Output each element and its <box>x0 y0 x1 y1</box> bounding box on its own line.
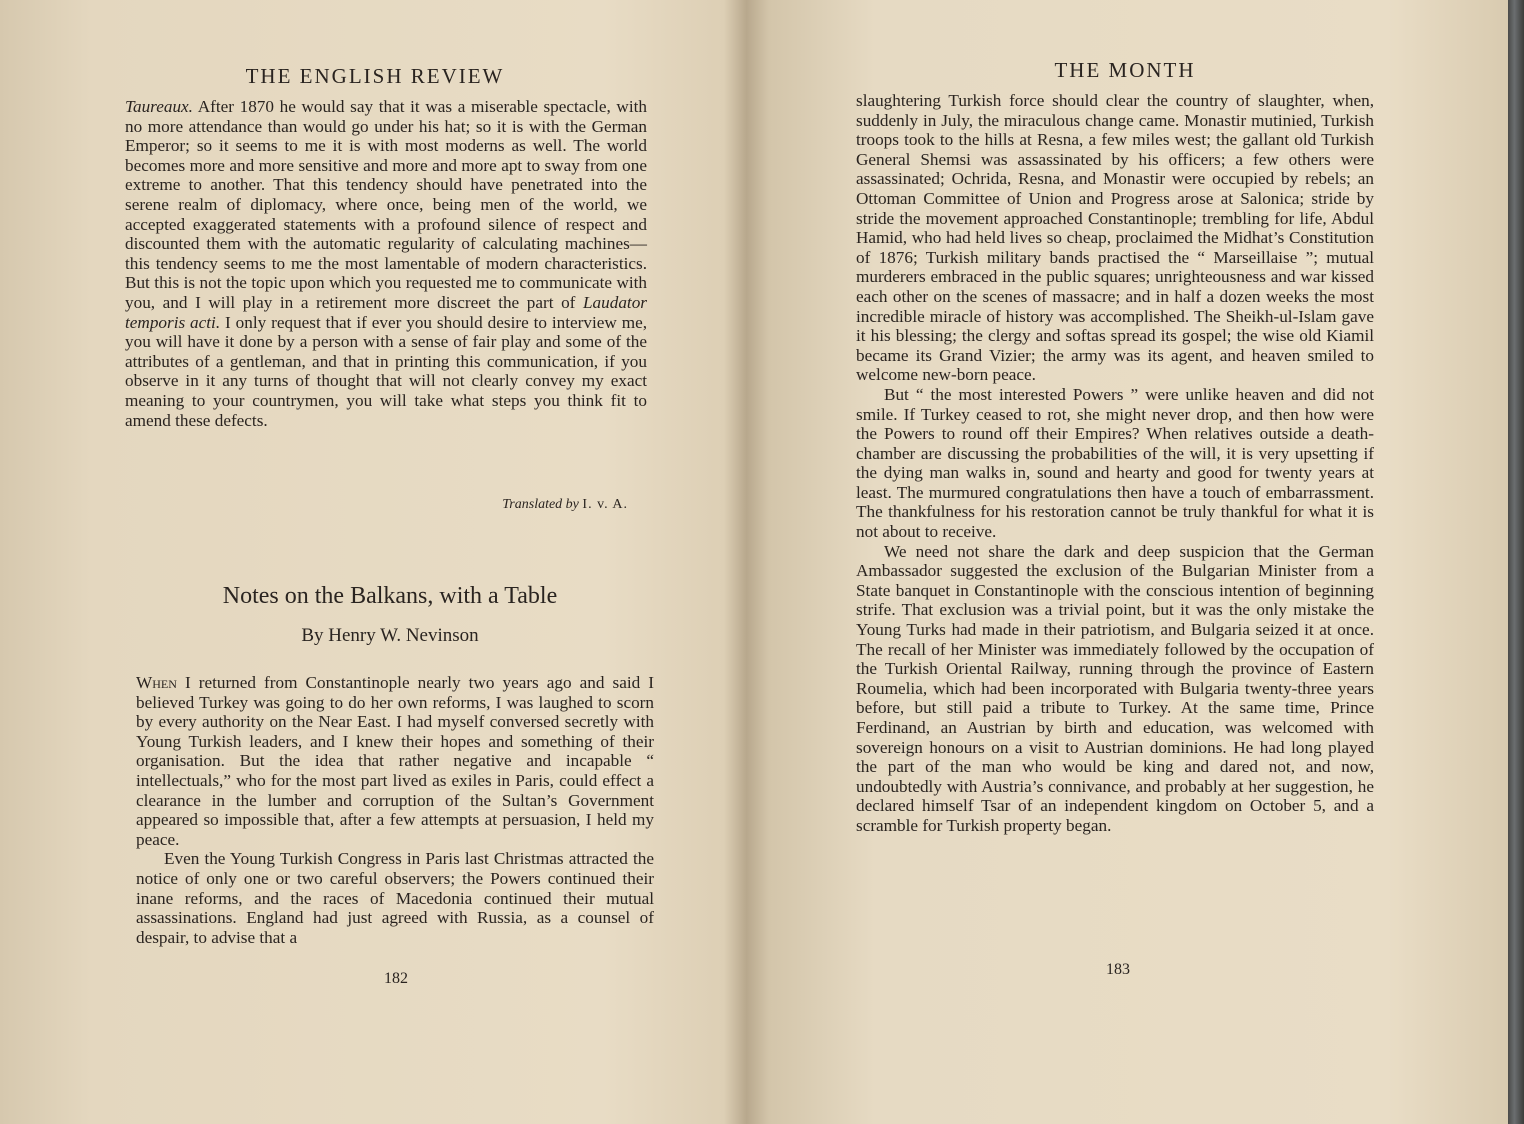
page-number-right: 183 <box>1106 961 1130 978</box>
article-body-right <box>856 91 1374 836</box>
translator-credit <box>380 497 628 513</box>
byline: By Henry W. Nevinson <box>301 625 479 646</box>
latin-phrase: Laudator temporis acti. <box>125 292 647 332</box>
left-page <box>0 0 750 1124</box>
article-title: Notes on the Balkans, with a Table <box>222 583 558 609</box>
paragraph-text: I returned from Constantinople nearly two years ago and said I believed Turkey was going to do her own reforms, I was laughed to scorn by every authority on the Near East. I had myself conversed secretly with Young Turkish leaders, and I knew their hopes and something of their organisation. But the idea that rather negative and incapable “ intellectuals,” who for the most part lived as exiles in Paris, could effect a clearance in the lumber and corruption of the Sultan’s Government appeared so impossible that, after a few attempts at persuasion, I held my peace. <box>136 673 655 849</box>
paragraph: slaughtering Turkish force should clear the country of slaughter, when, suddenly in July, the miraculous change came. Monastir mutinied, Turkish troops took to the hills at Resna, a few miles west; the gallant old Turkish General Shemsi was assassinated by his officers; a few others were assassinated; Ochrida, Resna, and Monastir were occupied by rebels; an Ottoman Committee of Union and Progress arose at Salonica; stride by stride the movement approached Constantinople; trembling for life, Abdul Hamid, who had held lives so cheap, proclaimed the Midhat’s Constitution of 1876; Turkish military bands practised the “ Marseillaise ”; mutual murderers embraced in the public squares; unrighteousness and war kissed each other on the scenes of massacre; and in half a dozen weeks the most incredible miracle of history was accomplished. The Sheikh-ul-Islam gave it his blessing; the clergy and softas spread its gospel; the wise old Kiamil became its Grand Vizier; the army was its agent, and heaven smiled to welcome new-born peace. <box>856 91 1374 385</box>
running-head-left: THE ENGLISH REVIEW <box>245 64 505 88</box>
closing-paragraph-body: After 1870 he would say that it was a miserable spectacle, with no more attendance than would go under his hat; so it is with the German Emperor; so it seems to me it is with most moderns as well. The world becomes more and more sensitive and more and more apt to sway from one extreme to another. That this tendency should have penetrated into the serene realm of diplomacy, where once, being men of the world, we accepted exaggerated statements with a profound silence of respect and discounted them with the automatic regularity of calculating machines—this tendency seems to me the most lamentable of modern characteristics. But this is not the topic upon which you requested me to communicate with you, and I will play in a retirement more discreet the part of <box>125 97 647 312</box>
paragraph: But “ the most interested Powers ” were unlike heaven and did not smile. If Turkey ceased to rot, she might never drop, and then how were the Powers to round off their Empires? When relatives outside a death-chamber are discussing the probabilities of the will, it is very upsetting if the dying man walks in, sound and hearty and good for twenty years at least. The murmured congratulations then have a touch of embarrassment. The thankfulness for his restoration cannot be truly thankful for what it is not about to receive. <box>856 384 1374 542</box>
book-cover-edge <box>1508 0 1524 1124</box>
translator-initials: I. v. A. <box>582 497 628 512</box>
article-body-left <box>136 673 654 947</box>
lead-italic: Taureaux. <box>125 97 193 116</box>
running-head-right: THE MONTH <box>1054 58 1196 82</box>
closing-letter-text <box>125 97 647 430</box>
closing-paragraph <box>125 97 647 430</box>
page-number-left: 182 <box>384 970 408 987</box>
paragraph: We need not share the dark and deep suspicion that the German Ambassador suggested the exclusion of the Bulgarian Minister from a State banquet in Constantinople with the conscious intention of beginning strife. That exclusion was a trivial point, but it was the only mistake the Young Turks had made in their patriotism, and Bulgaria seized it at once. The recall of her Minister was immediately followed by the occupation of the Turkish Oriental Railway, running through the province of Eastern Roumelia, which had been incorporated with Bulgaria twenty-three years before, but still paid a tribute to Turkey. At the same time, Prince Ferdinand, an Austrian by birth and education, was welcomed with sovereign honours on a visit to Austrian dominions. He had long played the part of the man who would be king and dared not, and now, undoubtedly with Austria’s connivance, and probably at her suggestion, he declared himself Tsar of an independent kingdom on October 5, and a scramble for Turkish property began. <box>856 541 1374 835</box>
paragraph <box>136 673 654 849</box>
paragraph: Even the Young Turkish Congress in Paris last Christmas attracted the notice of only one or two careful observers; the Powers continued their inane reforms, and the races of Macedonia continued their mutual assassinations. England had just agreed with Russia, as a counsel of despair, to advise that a <box>136 849 654 947</box>
translated-by-label: Translated by <box>502 497 579 512</box>
closing-paragraph-end: I only request that if ever you should desire to interview me, you will have it done by a person with a sense of fair play and some of the attributes of a gentleman, and that in printing this communication, if you observe in it any turns of thought that will not clearly convey my exact meaning to your countrymen, you will take what steps you think fit to amend these defects. <box>125 312 647 430</box>
first-word: When <box>136 673 177 692</box>
